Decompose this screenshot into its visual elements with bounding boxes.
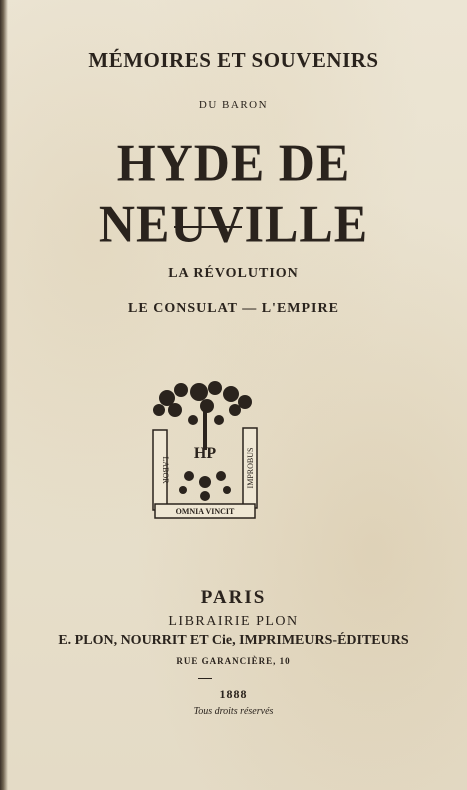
title-rule (174, 226, 242, 228)
publisher-address: RUE GARANCIÈRE, 10 (176, 656, 291, 666)
foliage-lower (179, 471, 231, 501)
publisher-emblem (145, 380, 265, 525)
publisher-city: PARIS (200, 587, 267, 608)
title-sub: DU BARON (198, 99, 269, 111)
motto-left: LABOR (161, 456, 170, 484)
publication-year: 1888 (219, 687, 248, 701)
rights-notice: Tous droits réservés (193, 706, 274, 717)
motto-bottom: OMNIA VINCIT (175, 507, 235, 516)
subtitle-line-2: LE CONSULAT — L'EMPIRE (128, 301, 339, 316)
foliage (153, 381, 252, 450)
motto-right: IMPROBUS (246, 447, 255, 489)
subtitle-line-1: LA RÉVOLUTION (168, 266, 299, 281)
publisher-printers: E. PLON, NOURRIT ET Cie, IMPRIMEURS-ÉDITEURS (58, 633, 409, 648)
monogram: HP (193, 445, 217, 462)
author-name: HYDE DE NEUVILLE (98, 133, 369, 253)
page-edge (0, 0, 8, 790)
publisher-name: LIBRAIRIE PLON (168, 614, 299, 629)
title-main: MÉMOIRES ET SOUVENIRS (88, 48, 379, 72)
small-rule (198, 678, 212, 679)
